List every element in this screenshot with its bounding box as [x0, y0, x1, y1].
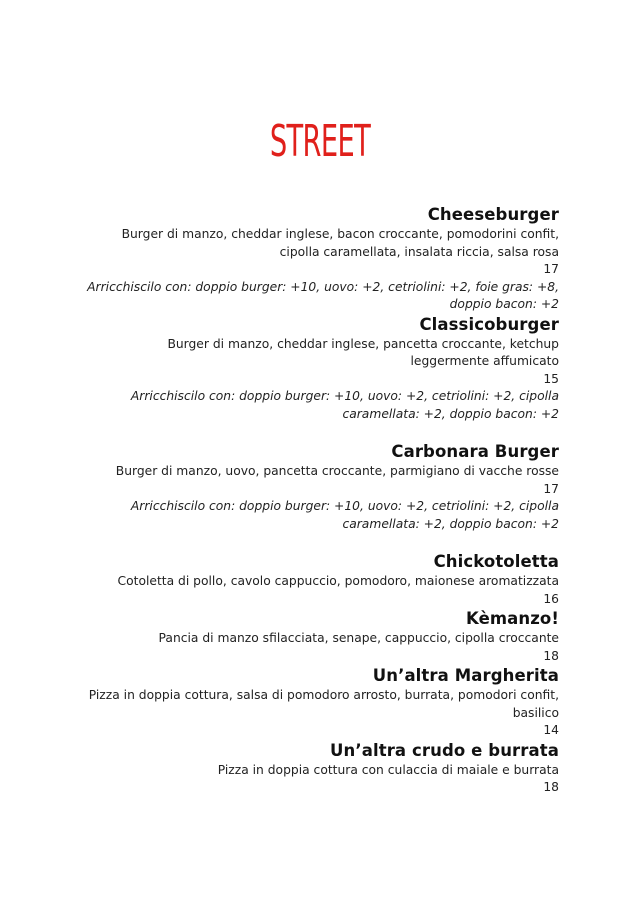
item-price: 14 — [543, 723, 559, 737]
item-description: Pancia di manzo sfilacciata, senape, cappuccio, cipolla croccante — [158, 631, 559, 645]
menu-item — [80, 740, 559, 797]
item-description: Cotoletta di pollo, cavolo cappuccio, pomodoro, maionese aromatizzata — [117, 574, 559, 588]
item-price: 17 — [543, 262, 559, 276]
item-price: 18 — [543, 780, 559, 794]
item-name: Cheeseburger — [427, 205, 559, 224]
item-name: Un’altra Margherita — [372, 666, 559, 685]
item-name: Classicoburger — [419, 314, 559, 334]
item-name: Carbonara Burger — [391, 442, 559, 461]
item-name: Chickotoletta — [433, 552, 559, 571]
item-description: cipolla caramellata, insalata riccia, salsa rosa — [279, 244, 559, 259]
item-extras: caramellata: +2, doppio bacon: +2 — [342, 516, 559, 531]
item-description: Pizza in doppia cottura con culaccia di maiale e burrata — [217, 762, 559, 777]
menu-item — [80, 665, 559, 740]
item-name: Kèmanzo! — [465, 609, 559, 628]
item-extras: Arricchiscilo con: doppio burger: +10, uovo: +2, cetriolini: +2, cipolla — [130, 499, 559, 513]
item-price: 17 — [543, 481, 559, 496]
menu-list — [80, 204, 559, 797]
menu-item — [80, 441, 559, 533]
menu-item — [80, 204, 559, 314]
item-description: Burger di manzo, cheddar inglese, pancetta croccante, ketchup — [167, 336, 559, 351]
item-description: leggermente affumicato — [410, 354, 559, 368]
menu-item — [80, 551, 559, 608]
item-price: 15 — [543, 371, 559, 386]
item-description: Burger di manzo, uovo, pancetta croccante, parmigiano di vacche rosse — [115, 464, 559, 478]
item-extras: doppio bacon: +2 — [449, 297, 559, 311]
item-description: basilico — [512, 705, 559, 720]
item-extras: Arricchiscilo con: doppio burger: +10, uovo: +2, cetriolini: +2, cipolla — [130, 389, 559, 403]
item-price: 16 — [543, 591, 559, 606]
item-description: Burger di manzo, cheddar inglese, bacon croccante, pomodorini confit, — [121, 227, 559, 241]
menu-item — [80, 608, 559, 665]
item-name: Un’altra crudo e burrata — [330, 740, 559, 760]
item-extras: caramellata: +2, doppio bacon: +2 — [342, 406, 559, 421]
item-description: Pizza in doppia cottura, salsa di pomodoro arrosto, burrata, pomodori confit, — [88, 688, 559, 702]
menu-item — [80, 314, 559, 424]
item-price: 18 — [543, 648, 559, 663]
section-title: STREET — [269, 116, 371, 167]
item-extras: Arricchiscilo con: doppio burger: +10, uovo: +2, cetriolini: +2, foie gras: +8, — [87, 279, 559, 294]
